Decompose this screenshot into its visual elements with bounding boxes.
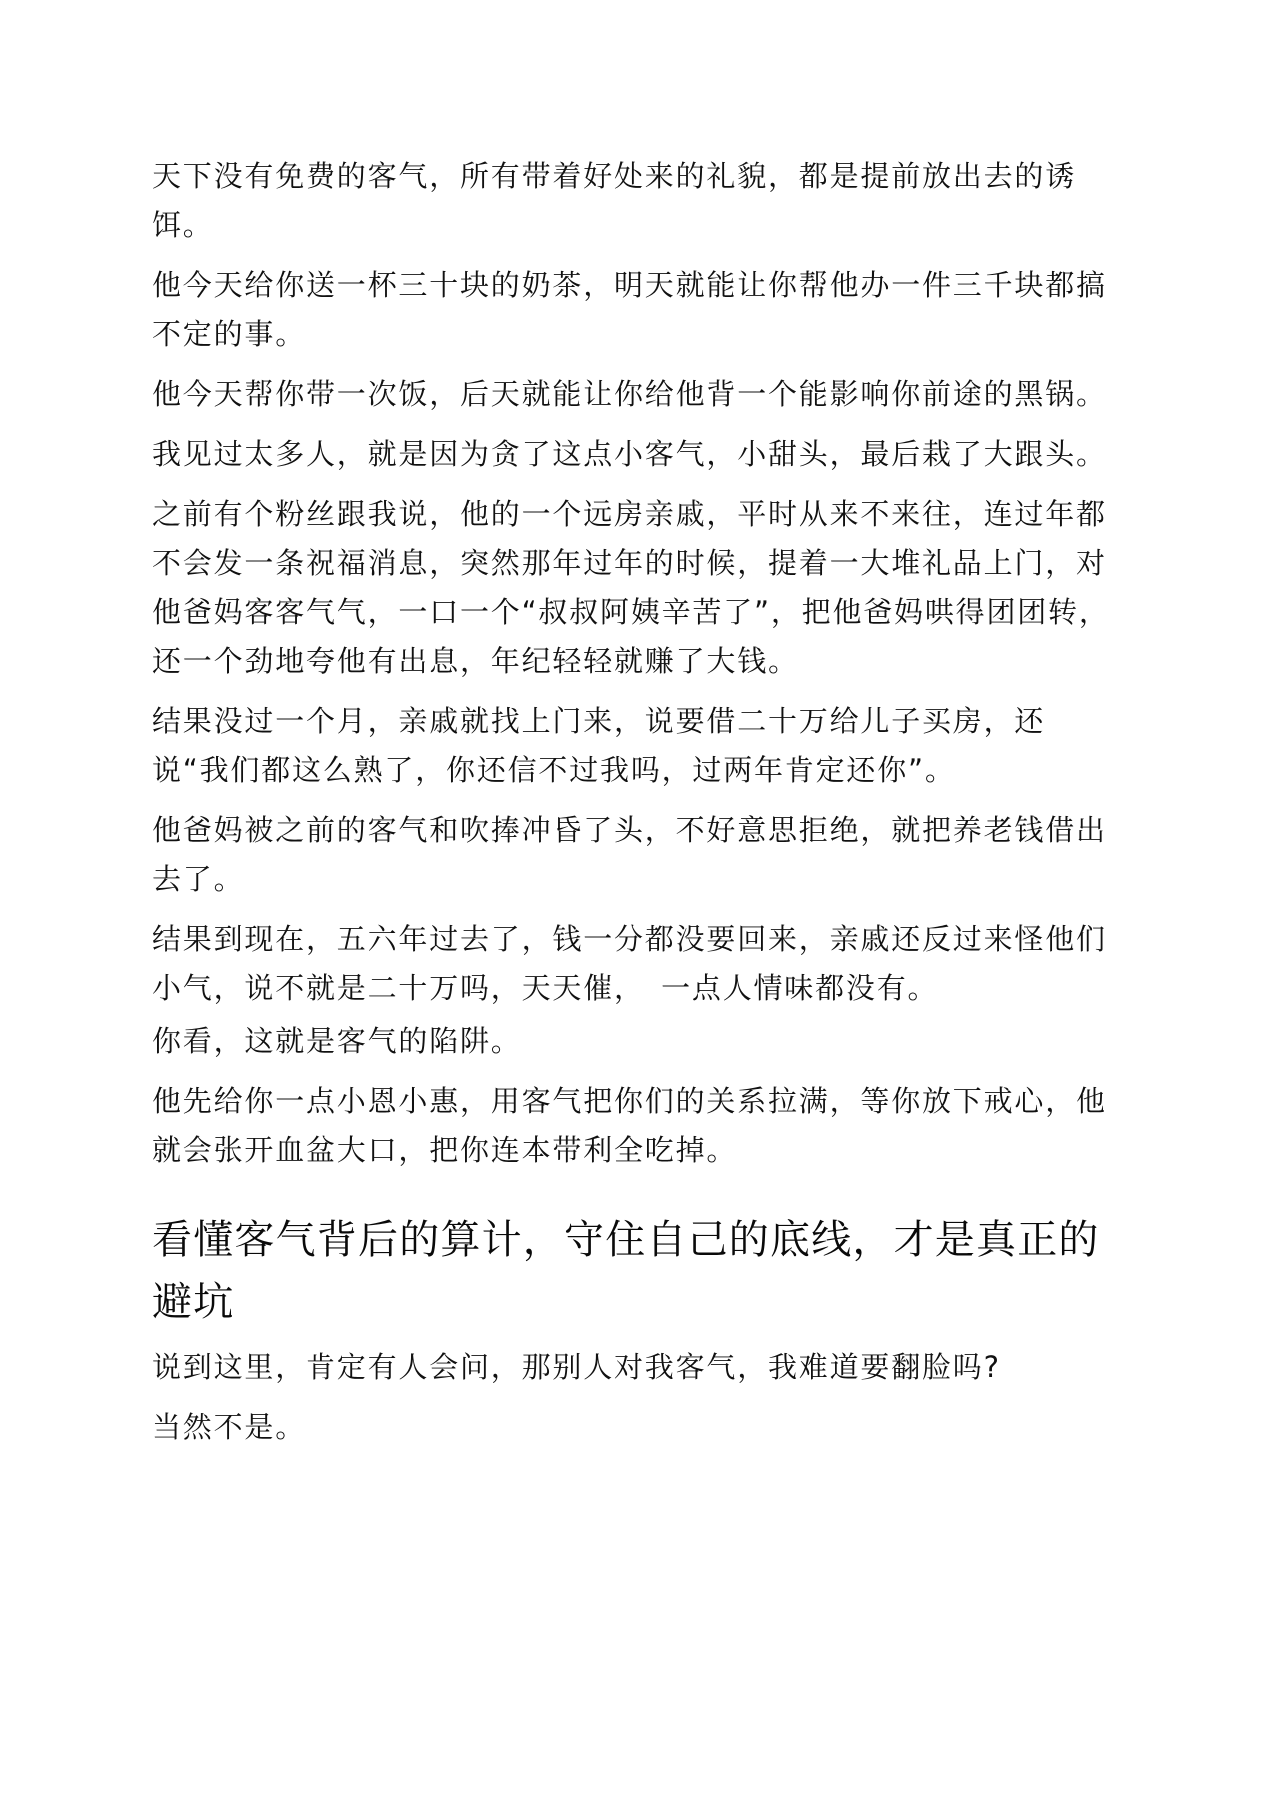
article-body [152, 152, 1112, 1463]
paragraph-12: 当然不是。 [152, 1410, 307, 1444]
paragraph-5: 之前有个粉丝跟我说，他的一个远房亲戚，平时从来不来往，连过年都不会发一条祝福消息，突然那年过年的时候，提着一大堆礼品上门，对他爸妈客客气气，一口一个“叔叔阿姨辛苦了”，把他爸妈哄得团团转，还一个劲地夸他有出息，年纪轻轻就赚了大钱。 [152, 497, 1110, 678]
paragraph-4: 我见过太多人，就是因为贪了这点小客气，小甜头，最后栽了大跟头。 [152, 437, 1107, 471]
paragraph-3: 他今天帮你带一次饭，后天就能让你给他背一个能影响你前途的黑锅。 [152, 377, 1107, 411]
paragraph-10: 他先给你一点小恩小惠，用客气把你们的关系拉满，等你放下戒心，他就会张开血盆大口，把你连本带利全吃掉。 [152, 1084, 1107, 1167]
paragraph-8: 结果到现在，五六年过去了，钱一分都没要回来，亲戚还反过来怪他们小气，说不就是二十万吗，天天催， 一点人情味都没有。 [152, 922, 1107, 1005]
paragraph-9: 你看，这就是客气的陷阱。 [152, 1024, 522, 1058]
paragraph-1: 天下没有免费的客气，所有带着好处来的礼貌，都是提前放出去的诱饵。 [152, 159, 1077, 242]
paragraph-11: 说到这里，肯定有人会问，那别人对我客气，我难道要翻脸吗? [152, 1350, 1001, 1384]
paragraph-6: 结果没过一个月，亲戚就找上门来，说要借二十万给儿子买房，还说“我们都这么熟了，你还信不过我吗，过两年肯定还你”。 [152, 704, 1046, 787]
section-heading: 看懂客气背后的算计，守住自己的底线，才是真正的避坑 [152, 1217, 1100, 1325]
paragraph-2: 他今天给你送一杯三十块的奶茶，明天就能让你帮他办一件三千块都搞不定的事。 [152, 268, 1107, 351]
paragraph-7: 他爸妈被之前的客气和吹捧冲昏了头，不好意思拒绝，就把养老钱借出去了。 [152, 813, 1107, 896]
